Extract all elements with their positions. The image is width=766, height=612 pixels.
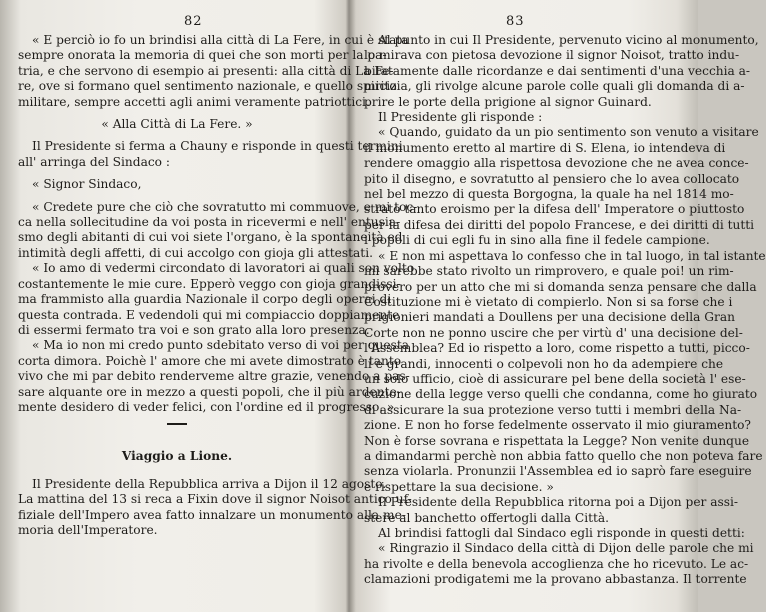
- spacer: [18, 465, 336, 477]
- spacer: [18, 170, 336, 177]
- spacer: [18, 425, 336, 437]
- text-line: prire le porte della prigione al signor Guinard.: [364, 94, 652, 109]
- text-line: zione. E non ho forse fedelmente osservato il mio giuramento?: [364, 418, 751, 433]
- text-line: nel bel mezzo di questa Borgogna, la quale ha nel 1814 mo-: [364, 187, 734, 202]
- text-line: Al brindisi fattogli dal Sindaco egli risponde in questi detti:: [378, 526, 745, 540]
- text-line: re, ove si formano quel sentimento nazionale, e quello spirito: [18, 79, 397, 94]
- text-line: Al punto in cui Il Presidente, pervenuto vicino al monumento,: [378, 33, 759, 47]
- text-line: vivo che mi par debito renderveme altre grazie, venendo a pas-: [18, 369, 410, 384]
- page-text: [364, 33, 766, 588]
- text-line: per la difesa dei diritti del popolo Francese, e dei diritti di tutti: [364, 217, 755, 232]
- text-line: clamazioni prodigatemi me la provano abbastanza. Il torrente: [364, 572, 747, 587]
- text-line: Il Presidente si ferma a Chauny e risponde in questi termini: [32, 139, 403, 154]
- text-line: « Alla Città di La Fere. »: [101, 117, 253, 132]
- text-line: mente desidero di veder felici, con l'ordine ed il progresso. »: [18, 399, 395, 414]
- spacer: [18, 193, 336, 200]
- text-line: senza violarla. Pronunzii l'Assemblea ed io saprò fare eseguire: [364, 464, 752, 479]
- text-line: di essermi fermato tra voi e son grato alla loro presenza.: [18, 322, 370, 337]
- text-line: cuzione della legge verso quelli che condanna, come ho giurato: [364, 387, 758, 402]
- text-line: sempre onorata la memoria di quei che son morti per la pa-: [18, 48, 387, 63]
- text-line: intimità degli affetti, di cui accolgo con gioja gli attestati.: [18, 245, 373, 260]
- text-line: « Quando, guidato da un pio sentimento son venuto a visitare: [378, 125, 759, 140]
- text-line: ha rivolte e della benevola accoglienza che ho ricevuto. Le ac-: [364, 556, 749, 571]
- text-line: Il Presidente della Repubblica arriva a Dijon il 12 agosto.: [32, 476, 387, 491]
- right-page: [354, 0, 766, 612]
- spacer: [18, 110, 336, 117]
- text-line: « Ringrazio il Sindaco della città di Dijon delle parole che mi: [378, 541, 754, 556]
- text-line: « Signor Sindaco,: [32, 177, 142, 192]
- text-line: prigionieri mandati a Doullens per una decisione della Gran: [364, 310, 735, 325]
- text-line: « Ma io non mi credo punto sdebitato verso di voi per questa: [32, 338, 409, 353]
- text-line: « E perciò io fo un brindisi alla città di La Fere, in cui è stata: [32, 33, 409, 47]
- text-line: ma frammisto alla guardia Nazionale il corpo degli operai di: [18, 292, 392, 307]
- text-line: un solo ufficio, cioè di assicurare pel bene della società l' ese-: [364, 371, 746, 386]
- text-line: micizia, gli rivolge alcune parole colle quali gli domanda di a-: [364, 79, 745, 94]
- text-line: ca nella sollecitudine da voi posta in ricevermi e nell' entusia-: [18, 215, 401, 230]
- text-line: mi sarebbe stato rivolto un rimprovero, e quale poi! un rim-: [364, 264, 734, 279]
- spacer: [18, 132, 336, 139]
- text-line: provero per un atto che mi si domanda senza pensare che dalla: [364, 279, 757, 294]
- text-line: moria dell'Imperatore.: [18, 522, 158, 537]
- text-line: bitatamente dalle ricordanze e dai sentimenti d'una vecchia a-: [364, 63, 751, 78]
- section-heading: Viaggio a Lione.: [121, 449, 233, 464]
- text-line: stere al banchetto offertogli dalla Città.: [364, 510, 610, 525]
- text-line: li e grandi, innocenti o colpevoli non ho da adempiere che: [364, 356, 724, 371]
- text-line: questa contrada. E vedendoli qui mi compiaccio doppiamente: [18, 307, 400, 322]
- text-line: all' arringa del Sindaco :: [18, 154, 170, 169]
- text-line: fiziale dell'Impero avea fatto innalzare un monumento alla me-: [18, 507, 406, 522]
- text-line: il monumento eretto al martire di S. Elena, io intendeva di: [364, 140, 726, 155]
- text-line: Corte non ne ponno uscire che per virtù d' una decisione del-: [364, 325, 743, 340]
- text-line: lo mirava con pietosa devozione il signor Noisot, tratto indu-: [364, 48, 740, 63]
- text-line: a dimandarmi perchè non abbia fatto quello che non poteva fare: [364, 448, 763, 463]
- text-line: « Io amo di vedermi circondato di lavoratori ai quali son volto: [32, 261, 415, 276]
- text-line: « Credete pure che ciò che sovratutto mi commuove, e mi toc-: [32, 199, 418, 214]
- text-line: corta dimora. Poichè l' amore che mi avete dimostrato è tanto: [18, 353, 402, 368]
- text-line: smo degli abitanti di cui voi siete l'organo, è la spontaneità ed: [18, 230, 403, 245]
- text-line: sare alquante ore in mezzo a questi popoli, che il più ardente-: [18, 384, 401, 399]
- text-line: Non è forse sovrana e rispettata la Legge? Non venite dunque: [364, 433, 750, 448]
- text-line: Costituzione mi è vietato di compierlo. Non si sa forse che i: [364, 294, 733, 309]
- page-number: 83: [506, 14, 525, 29]
- text-line: e rispettare la sua decisione. »: [364, 479, 554, 494]
- text-line: La mattina del 13 si reca a Fixin dove il signor Noisot antico uf-: [18, 492, 412, 507]
- page-text: [18, 33, 418, 538]
- text-line: strato tanto eroismo per la difesa dell' Imperatore o piuttosto: [364, 202, 745, 217]
- text-line: militare, sempre accetti agli animi veramente patriottici.: [18, 94, 370, 109]
- text-line: di assicurare la sua protezione verso tutti i membri della Na-: [364, 402, 742, 417]
- text-line: l'Assemblea? Ed io rispetto a loro, come rispetto a tutti, picco-: [364, 341, 750, 356]
- text-line: Il Presidente gli risponde :: [378, 110, 543, 125]
- text-line: rendere omaggio alla rispettosa devozione che ne avea conce-: [364, 156, 749, 171]
- text-line: i popoli di cui egli fu in sino alla fine il fedele campione.: [364, 233, 710, 248]
- spacer: [18, 437, 336, 449]
- page-number: 82: [184, 14, 203, 29]
- text-line: costantemente le mie cure. Epperò veggo con gioja grandissi-: [18, 276, 401, 291]
- text-line: « E non mi aspettava lo confesso che in tal luogo, in tal istante: [378, 248, 766, 263]
- text-line: tria, e che servono di esempio ai presenti: alla città di La Fe-: [18, 63, 394, 78]
- text-line: pito il disegno, e sovratutto al pensiero che lo avea collocato: [364, 171, 740, 186]
- text-line: Il Presidente della Repubblica ritorna poi a Dijon per assi-: [378, 495, 739, 510]
